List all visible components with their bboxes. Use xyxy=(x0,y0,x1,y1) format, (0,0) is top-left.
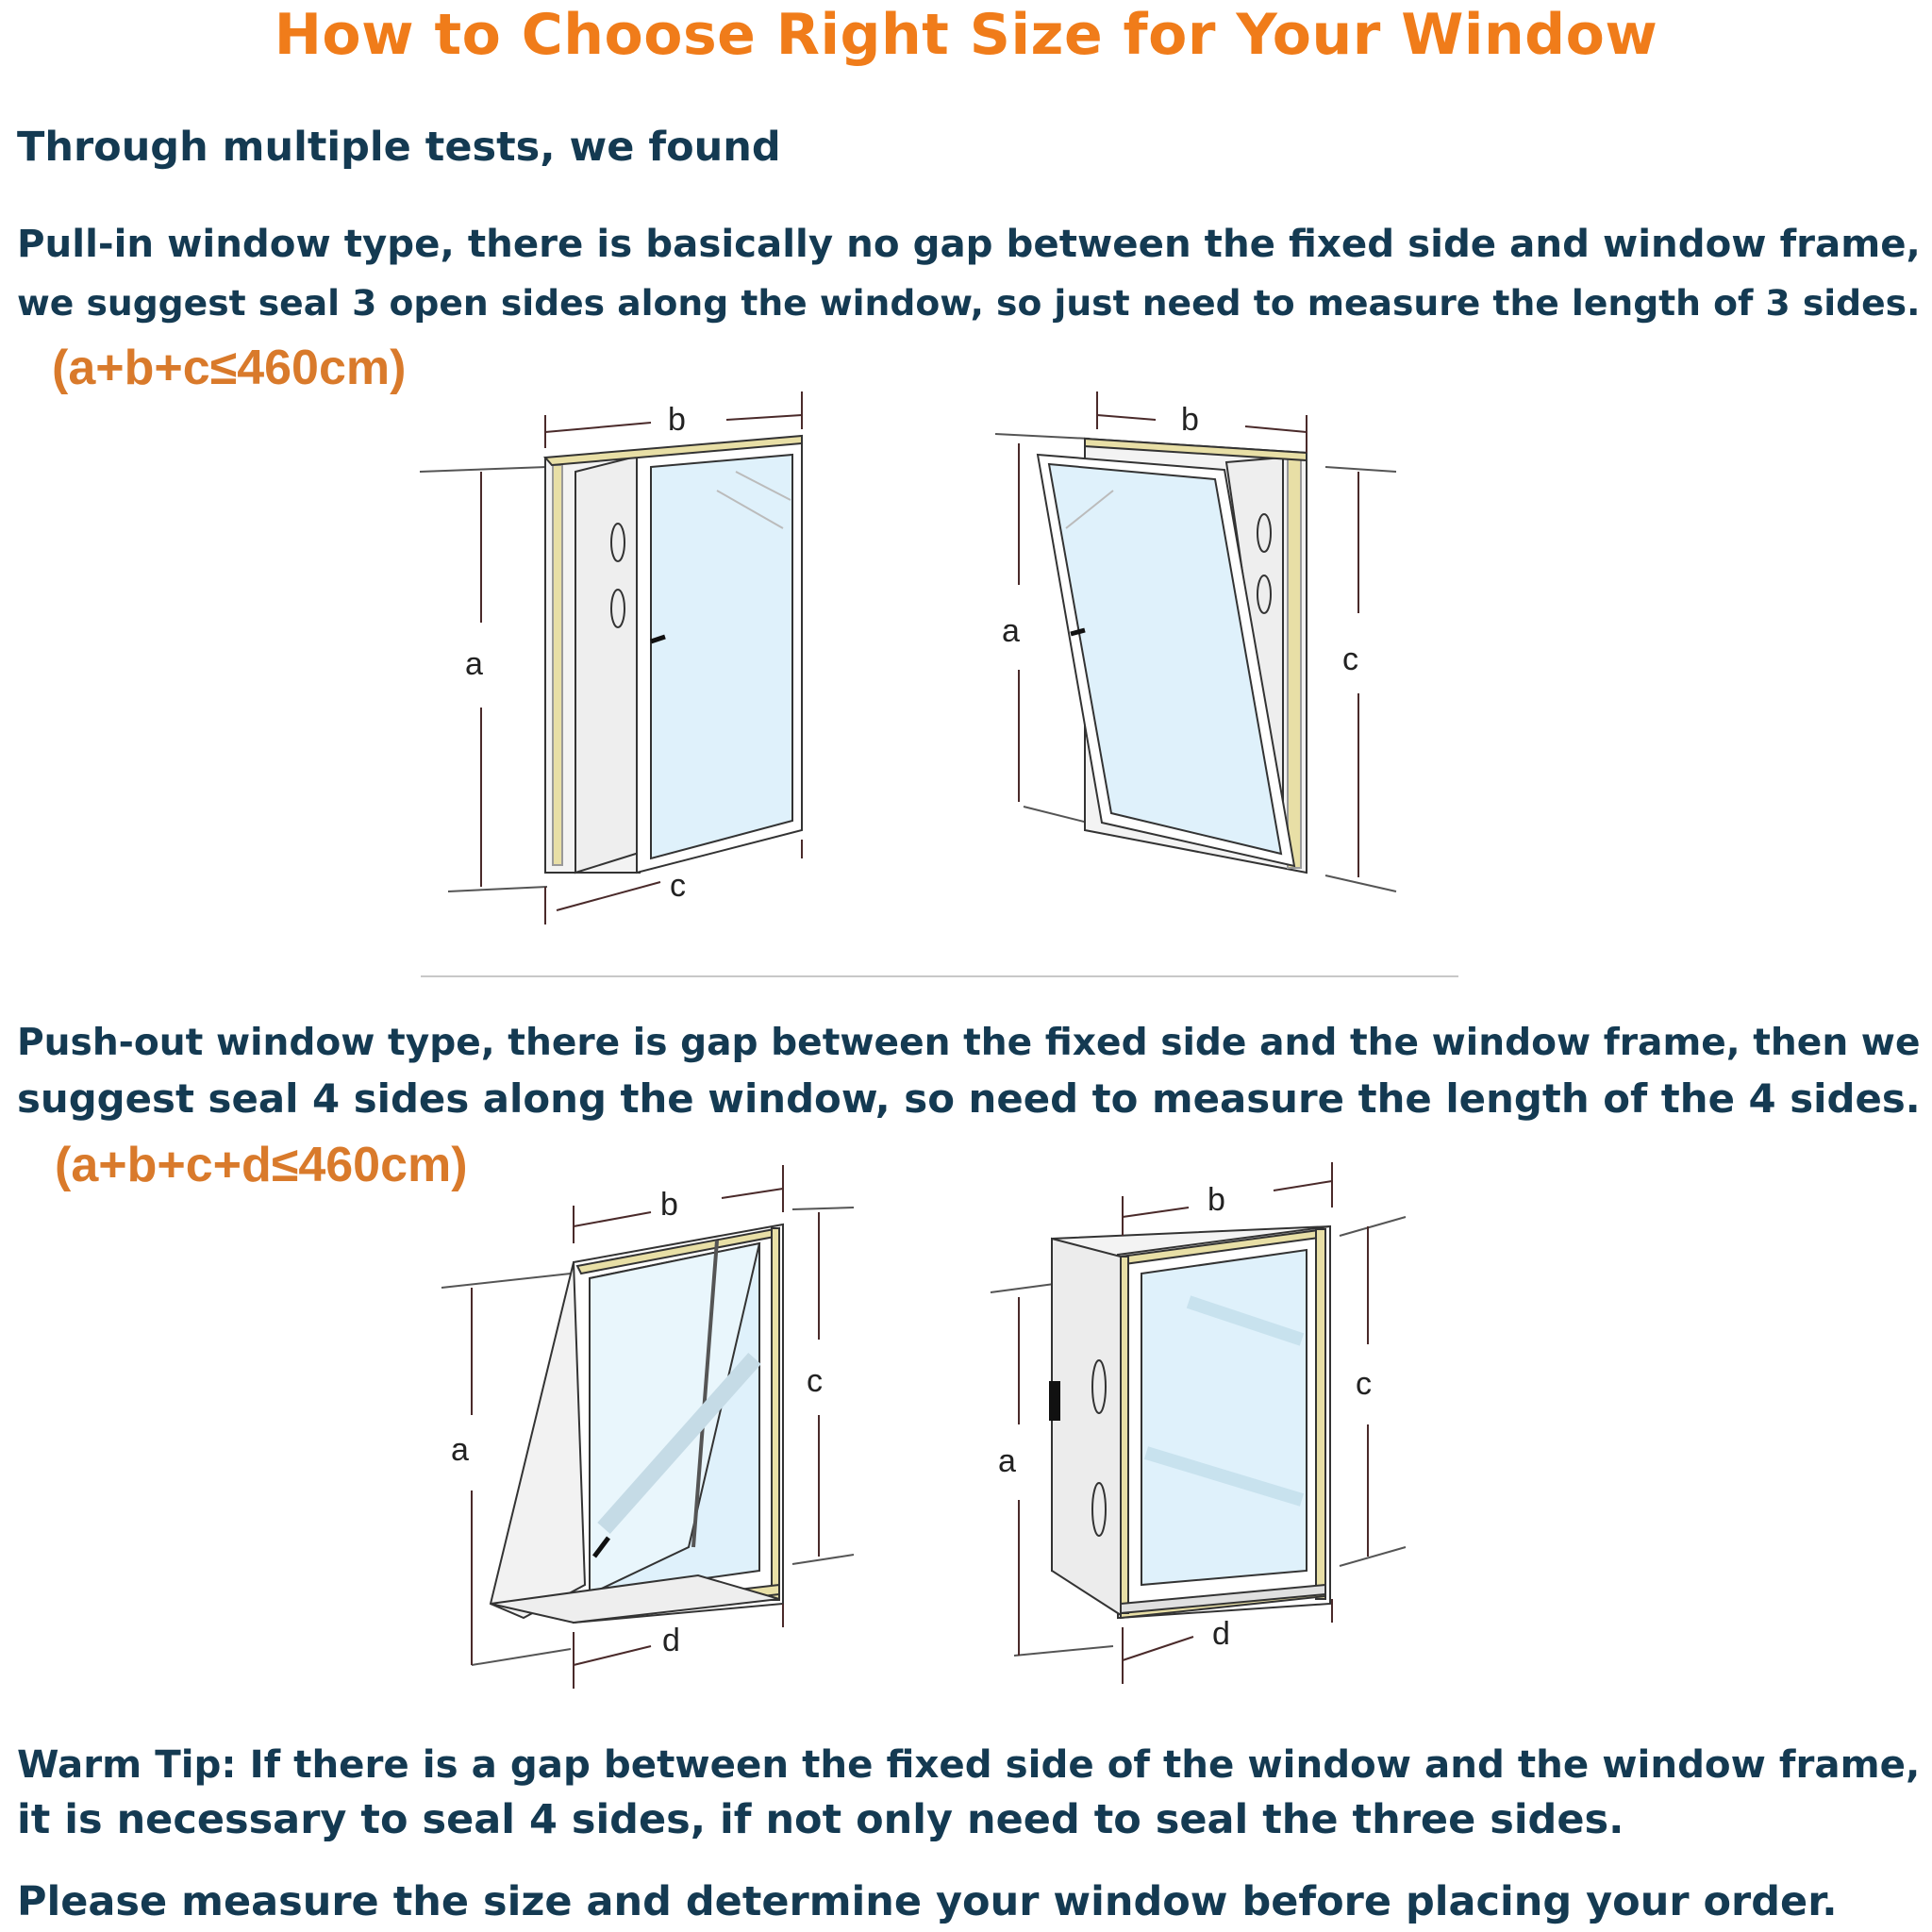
pull-in-formula: (a+b+c≤460cm) xyxy=(52,341,407,395)
push-out-right-label-c: c xyxy=(1356,1366,1372,1402)
pull-in-right-label-c: c xyxy=(1342,641,1358,677)
push-out-left-label-a: a xyxy=(451,1432,469,1468)
pull-in-left-label-c: c xyxy=(670,868,686,904)
push-out-right-label-b: b xyxy=(1208,1182,1225,1218)
push-out-description-line-1: Push-out window type, there is gap between the fixed side and the window frame, then we xyxy=(17,1022,1921,1064)
pull-in-left-label-a: a xyxy=(465,646,483,682)
page-title: How to Choose Right Size for Your Window xyxy=(274,2,1658,68)
warm-tip-line-1: Warm Tip: If there is a gap between the fixed side of the window and the window frame, xyxy=(17,1742,1921,1787)
push-out-left-label-d: d xyxy=(662,1623,680,1658)
push-out-description-line-2: suggest seal 4 sides along the window, so need to measure the length of the 4 sides. xyxy=(17,1075,1921,1122)
warm-tip-line-2: it is necessary to seal 4 sides, if not only need to seal the three sides. xyxy=(17,1796,1624,1843)
pull-in-description-line-1: Pull-in window type, there is basically no gap between the fixed side and window frame, xyxy=(17,222,1921,266)
push-out-right-window xyxy=(991,1217,1406,1656)
push-out-left-label-b: b xyxy=(660,1187,678,1223)
intro-text: Through multiple tests, we found xyxy=(17,124,781,171)
pull-in-right-label-a: a xyxy=(1002,613,1020,649)
push-out-right-label-d: d xyxy=(1212,1616,1230,1652)
push-out-right-label-a: a xyxy=(998,1443,1016,1479)
push-out-formula: (a+b+c+d≤460cm) xyxy=(55,1138,468,1192)
push-out-left-label-c: c xyxy=(807,1363,823,1399)
pull-in-left-label-b: b xyxy=(668,402,686,438)
pull-in-description-line-2: we suggest seal 3 open sides along the window, so just need to measure the length of 3 sides. xyxy=(17,282,1921,324)
push-out-left-window xyxy=(441,1208,854,1665)
closing-text: Please measure the size and determine your window before placing your order. xyxy=(17,1878,1838,1925)
pull-in-right-label-b: b xyxy=(1181,402,1199,438)
